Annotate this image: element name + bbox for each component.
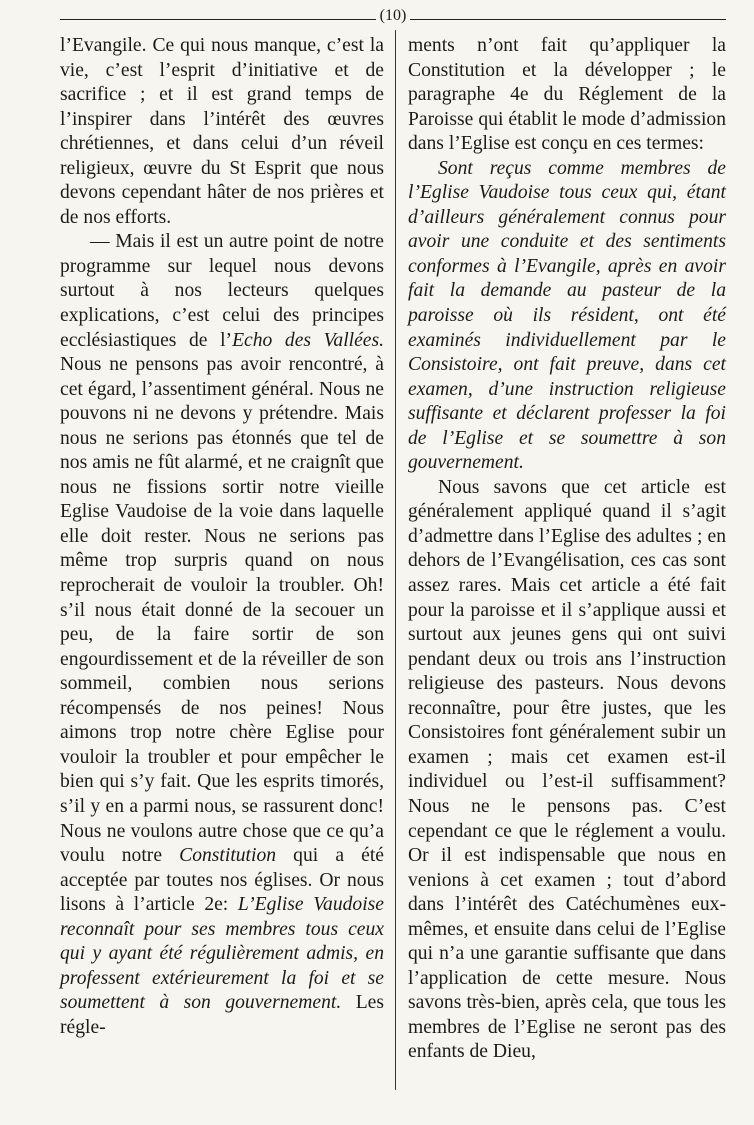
column-divider xyxy=(395,30,396,1090)
page-header xyxy=(60,6,726,26)
right-paragraph-3 xyxy=(408,476,726,1065)
right-paragraph-2 xyxy=(408,157,726,476)
left-p2-italic-quote: L’Eglise Vaudoise reconnaît pour ses membres tous ceux qui y ayant été régulièrement admis, en professent extérieurement la foi et se soumettent à son gouvernement. xyxy=(60,894,384,1014)
left-paragraph-2 xyxy=(60,230,384,1040)
left-column xyxy=(60,34,384,1040)
header-rule-left xyxy=(60,19,376,20)
right-p2-italic-quote: Sont reçus comme membres de l’Eglise Vaudoise tous ceux qui, étant d’ailleurs généralement connus pour avoir une conduite et des sentiments conformes à l’Evangile, après en avoir fait la demande au pasteur de la paroisse où ils résident, ont été examinés individuellement par le Consistoire, ont fait preuve, dans cet examen, d’une instruction religieuse suffisante et déclarent professer la foi de l’Eglise et se soumettre à son gouvernement. xyxy=(408,157,726,474)
left-p2-italic-constitution: Constitution xyxy=(179,845,277,867)
left-p2-italic-title: Echo des Vallées. xyxy=(232,329,385,351)
left-p2-text-c: qui a été acceptée par toutes nos églises. Or nous lisons à l’article 2e: xyxy=(60,845,384,916)
right-paragraph-1 xyxy=(408,34,726,157)
left-p2-text-b: Nous ne pensons pas avoir rencontré, à cet égard, l’assentiment général. Nous ne pouvons ni ne devons y prétendre. Mais nous ne serions pas étonnés que tel de nos amis ne fût alarmé, et ne craignît que nous ne fissions sortir notre vieille Eglise Vaudoise de la voie dans laquelle elle doit rester. Nous ne serions pas même trop surpris quand on nous reprocherait de vouloir la troubler. Oh! s’il nous était donné de la secouer un peu, de la faire sortir de son engourdissement et de la réveiller de son sommeil, combien nous serions récompensés de nos peines! Nous aimons trop notre chère Eglise pour vouloir la troubler et pour empêcher le bien qui s’y fait. Que les esprits timorés, s’il y en a parmi nous, se rassurent donc! Nous ne voulons autre chose que ce qu’a voulu notre xyxy=(60,354,384,867)
header-rule-right xyxy=(410,19,726,20)
left-p2-text-d: Les régle- xyxy=(60,992,384,1038)
right-p1-text: ments n’ont fait qu’appliquer la Constitution et la développer ; le paragraphe 4e du Réglement de la Paroisse qui établit le mode d’admission dans l’Eglise est conçu en ces termes: xyxy=(408,35,726,155)
right-p3-text: Nous savons que cet article est généralement appliqué quand il s’agit d’admettre dans l’Eglise des adultes ; en dehors de l’Evangélisation, ces cas sont assez rares. Mais cet article a été fait pour la paroisse et il s’applique aussi et surtout aux jeunes gens qui ont suivi pendant deux ou trois ans l’instruction religieuse des pasteurs. Nous devons reconnaître, pour être justes, que les Consistoires font généralement subir un examen ; mais cet examen est-il individuel ou l’est-il suffisamment? Nous ne le pensons pas. C’est cependant ce que le réglement a voulu. Or il est indispensable que nous en venions à cet examen ; tout d’abord dans l’intérêt des Catéchumènes eux-mêmes, et ensuite dans celui de l’Eglise qui n’a une garantie suffisante que dans l’application de cette mesure. Nous savons très-bien, après cela, que tous les membres de l’Eglise ne seront pas des enfants de Dieu, xyxy=(408,476,726,1063)
left-p2-text-a: — Mais il est un autre point de notre programme sur lequel nous devons surtout à nos lecteurs quelques explications, c’est celui des principes ecclésiastiques de l’ xyxy=(60,231,384,351)
left-paragraph-1 xyxy=(60,34,384,230)
left-p1-text: l’Evangile. Ce qui nous manque, c’est la vie, c’est l’esprit d’initiative et de sacrifice ; et il est grand temps de l’inspirer dans l’intérêt des œuvres chrétiennes, et dans celui d’un réveil religieux, œuvre du St Esprit que nous devons cependant hâter de nos prières et de nos efforts. xyxy=(60,35,384,228)
page-number: (10) xyxy=(379,7,407,24)
right-column xyxy=(408,34,726,1065)
